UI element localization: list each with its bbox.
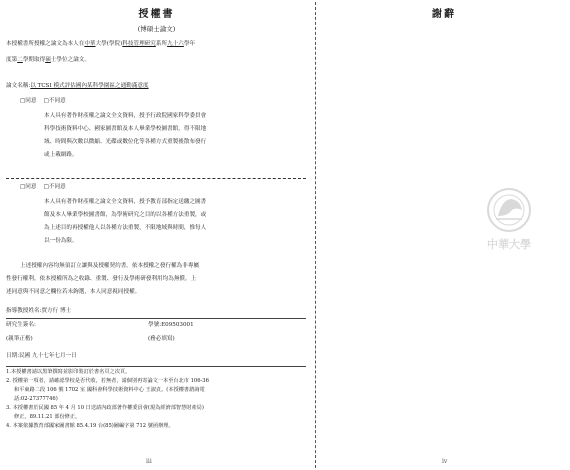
paragraph-line: 本人具有著作財產權之論文全文資料，授予行政院國家科學委員會	[44, 113, 207, 119]
paragraph-line: 館及本人畢業學校圖書館，為學術研究之目的以各種方法重製，或	[44, 212, 207, 218]
page-number: iv	[442, 458, 448, 465]
intro-line-1	[6, 42, 195, 48]
paragraph-2	[44, 200, 206, 252]
academic-year: 九十六	[167, 41, 184, 47]
id-note: (務必填寫)	[148, 336, 175, 342]
intro-text: 系所	[155, 41, 168, 47]
school-name: 中華	[84, 41, 96, 47]
paragraph-line: 以一份為限。	[44, 238, 78, 244]
paragraph-line: 性發行權利。依本授權所為之收錄、重製、發行及學術研發利用均為無償。上	[6, 276, 197, 282]
signature-note: (親筆正楷)	[6, 336, 33, 342]
disagree-checkbox[interactable]: □不同意	[43, 184, 66, 190]
agree-checkbox[interactable]: □同意	[20, 98, 37, 104]
page-subtitle: (博碩士論文)	[137, 25, 176, 33]
date-line: 日期:民國 九十七年七月一日	[6, 353, 77, 359]
intro-text: 學年	[183, 41, 196, 47]
page-number: iii	[146, 458, 152, 465]
thesis-title-label: 論文名稱:	[6, 83, 31, 89]
option-1	[20, 99, 66, 105]
paragraph-line: 述同意與不同意之欄位若未鉤選，本人同意視同授權。	[6, 289, 141, 295]
intro-text: 士學位之論文。	[50, 57, 90, 63]
paragraph-3	[6, 264, 199, 303]
signature-label: 研究生簽名:	[6, 322, 36, 328]
thesis-title-line	[6, 84, 149, 90]
university-seal-watermark	[478, 186, 540, 264]
note-line: 和平東路二段 106 號 1702 室 國科會科學技術資料中心 王淑貞。(本授權書諮詢電	[14, 387, 205, 393]
note-line: 2. 授權第一項者，請確認學校是否代收，若無者，請個別再寄論文一本至台北市 106-36	[6, 378, 209, 384]
note-line: 1.本授權書請以黑筆撰寫並影印裝訂於書名頁之次頁。	[6, 369, 131, 375]
page-title: 謝辭	[432, 9, 456, 20]
notes-divider	[6, 366, 306, 367]
watermark-text: 中華大學	[487, 238, 531, 251]
advisor-line: 指導教授姓名:賈方行 博士	[6, 308, 72, 314]
institute-name: 科技管理研究	[122, 41, 156, 47]
option-2	[20, 185, 66, 191]
note-line: 話:02-27377746)	[14, 396, 58, 402]
note-line: 3. 本授權書於民國 85 年 4 月 10 日送請內政部著作權委員會(現為經濟部智慧財產局)	[6, 405, 204, 411]
notes-block	[6, 370, 209, 433]
section-divider	[6, 178, 306, 179]
intro-text: 學期取得	[22, 57, 46, 63]
agree-checkbox[interactable]: □同意	[20, 184, 37, 190]
note-line: 4. 本案依據教育部國家圖書館 85.4.19 台(85)圖編字第 712 號函辦理。	[6, 423, 174, 429]
student-id: 學號:E09503001	[148, 322, 194, 328]
page-title: 授權書	[138, 9, 175, 20]
advisor-divider	[6, 318, 306, 319]
paragraph-line: 上述授權內容均無須訂立讓與及授權契約書。依本授權之發行權為非專屬	[20, 263, 200, 269]
degree: 碩	[45, 57, 51, 63]
acknowledgement-page	[318, 0, 570, 470]
paragraph-line: 本人具有著作財產權之論文全文資料，授予教育部指定送繳之圖書	[44, 199, 207, 205]
note-line: 修正，89.11.21 部份修正。	[14, 414, 81, 420]
semester: 二	[17, 57, 23, 63]
intro-text: 大學(學院)	[95, 41, 123, 47]
intro-text: 度第	[6, 57, 18, 63]
intro-text: 本授權書所授權之論文為本人在	[6, 41, 85, 47]
paragraph-line: 為上述目的再授權他人以各種方法重製，不限地域與時間，惟每人	[44, 225, 207, 231]
page-divider	[315, 2, 316, 468]
paragraph-line: 或上載網路。	[44, 152, 78, 158]
disagree-checkbox[interactable]: □不同意	[43, 98, 66, 104]
paragraph-1	[44, 114, 206, 166]
thesis-title: 以 TCSI 模式評估國內某科學園區之通勤滿意度	[30, 83, 149, 89]
intro-line-2	[6, 58, 90, 64]
paragraph-line: 科學技術資料中心、國家圖書館及本人畢業學校圖書館，得不限地	[44, 126, 207, 132]
paragraph-line: 域、時間與次數以微縮、光碟或數位化等各種方式重製後散布發行	[44, 139, 207, 145]
